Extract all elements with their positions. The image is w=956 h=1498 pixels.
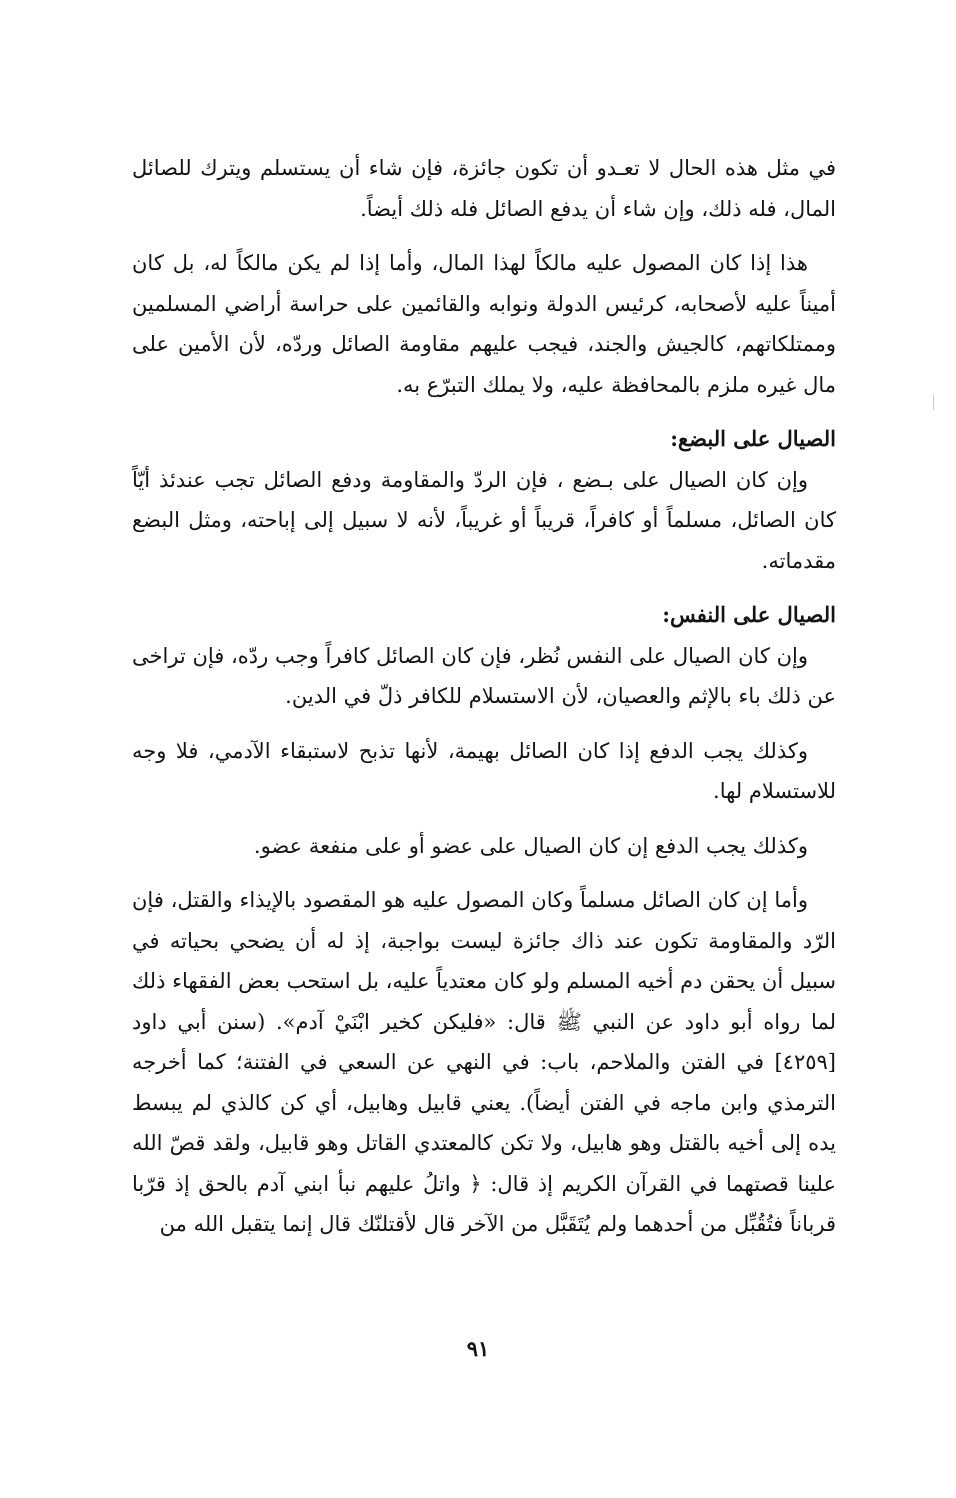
paragraph-1: في مثل هذه الحال لا تعـدو أن تكون جائزة، فإن شاء أن يستسلم ويترك للصائل المال، فله ذلك، وإن شاء أن يدفع الصائل فله ذلك أيضاً. xyxy=(132,156,836,221)
paragraph-3: وإن كان الصيال على بـضع ، فإن الردّ والمقاومة ودفع الصائل تجب عندئذ أيّاً كان الصائل، مسلماً أو كافراً، قريباً أو غريباً، لأنه لا سبيل إلى إباحته، ومثل البضع مقدماته. xyxy=(132,467,836,573)
paragraph-4: وإن كان الصيال على النفس نُظر، فإن كان الصائل كافراً وجب ردّه، فإن تراخى عن ذلك باء بالإثم والعصيان، لأن الاستسلام للكافر ذلّ في الدين. xyxy=(132,643,836,708)
paragraph-2: هذا إذا كان المصول عليه مالكاً لهذا المال، وأما إذا لم يكن مالكاً له، بل كان أميناً عليه لأصحابه، كرئيس الدولة ونوابه والقائمين على حراسة أراضي المسلمين وممتلكاتهم، كالجيش والجند، فيجب عليهم مقاومة الصائل وردّه، لأن الأمين على مال غيره ملزم بالمحافظة عليه، ولا يملك التبرّع به. xyxy=(132,251,836,397)
page-body xyxy=(132,148,836,1328)
section-heading-bud: الصيال على البضع: xyxy=(670,426,836,451)
section-heading-nafs: الصيال على النفس: xyxy=(662,602,836,627)
page-number: ٩١ xyxy=(466,1336,490,1361)
paragraph-7: وأما إن كان الصائل مسلماً وكان المصول عليه هو المقصود بالإيذاء والقتل، فإن الرّد والمقاومة تكون عند ذاك جائزة ليست بواجبة، إذ له أن يضحي بحياته في سبيل أن يحقن دم أخيه المسلم ولو كان معتدياً عليه، بل استحب بعض الفقهاء ذلك لما رواه أبو داود عن النبي ﷺ قال: «فليكن كخير ابْنَيْ آدم». (سنن أبي داود [٤٢٥٩] في الفتن والملاحم، باب: في النهي عن السعي في الفتنة؛ كما أخرجه الترمذي وابن ماجه في الفتن أيضاً). يعني قابيل وهابيل، أي كن كالذي لم يبسط يده إلى أخيه بالقتل وهو هابيل، ولا تكن كالمعتدي القاتل وهو قابيل، ولقد قصّ الله علينا قصتهما في القرآن الكريم إذ قال: ﴿ واتلُ عليهم نبأ ابني آدم بالحق إذ قرّبا قرباناً فتُقُبِّل من أحدهما ولم يُتَقَبَّل من الآخر قال لأقتلنّك قال إنما يتقبل الله من xyxy=(131,888,836,1236)
paragraph-5: وكذلك يجب الدفع إذا كان الصائل بهيمة، لأنها تذبح لاستبقاء الآدمي، فلا وجه للاستسلام لها. xyxy=(132,738,836,803)
paragraph-6: وكذلك يجب الدفع إن كان الصيال على عضو أو على منفعة عضو. xyxy=(253,833,808,858)
scan-mark xyxy=(933,395,934,410)
